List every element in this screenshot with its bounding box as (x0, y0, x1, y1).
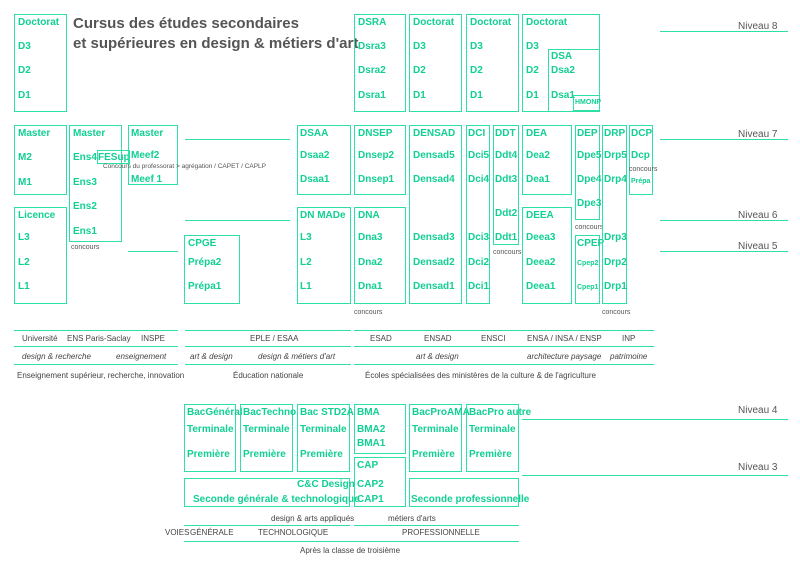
ensa-d3-label: D3 (526, 41, 539, 52)
dep-concours-note: concours (575, 224, 604, 231)
domain-enseignement: enseignement (116, 352, 167, 361)
dcp-prepa-label: Prépa (631, 178, 651, 185)
domain-art-design-ecoles: art & design (416, 352, 459, 361)
dna-label: DNA (358, 210, 380, 221)
dsra3-label: Dsra3 (358, 41, 386, 52)
densad-label: DENSAD (413, 128, 456, 139)
bma-label: BMA (357, 407, 380, 418)
drp2-label: Drp2 (604, 257, 627, 268)
dnmade-l2-label: L2 (300, 257, 312, 268)
institutions-line-left (14, 330, 178, 331)
dsaa-label: DSAA (300, 128, 329, 139)
meef2-label: Meef2 (131, 150, 160, 161)
ddt-label: DDT (495, 128, 516, 139)
bacpro-autre-premiere-label: Première (469, 449, 512, 460)
level-7-line (660, 139, 788, 140)
ensa-d2-label: D2 (526, 65, 539, 76)
ddt1-label: Ddt1 (495, 232, 518, 243)
ens3-label: Ens3 (73, 177, 97, 188)
dnmade-label: DN MADe (300, 210, 346, 221)
densad2-label: Densad2 (413, 257, 455, 268)
ensad-d3-label: D3 (413, 41, 426, 52)
deea-label: DEEA (526, 210, 554, 221)
institution-ens-saclay: ENS Paris-Saclay (67, 334, 131, 343)
ens2-label: Ens2 (73, 201, 97, 212)
l2-label: L2 (18, 257, 30, 268)
ens1-label: Ens1 (73, 226, 97, 237)
ensad-doctorat-label: Doctorat (413, 17, 455, 28)
d1-label: D1 (18, 90, 31, 101)
ensci-doctorat-label: Doctorat (470, 17, 512, 28)
dea-label: DEA (526, 128, 548, 139)
ensci-d2-label: D2 (470, 65, 483, 76)
seconde-pro-label: Seconde professionnelle (411, 494, 530, 505)
dsa-label: DSA (551, 51, 573, 62)
ensad-d1-label: D1 (413, 90, 426, 101)
institution-eple: EPLE / ESAA (250, 334, 299, 343)
footer-apres: Après la classe de troisième (300, 546, 401, 555)
dea1-label: Dea1 (526, 174, 550, 185)
bma2-label: BMA2 (357, 424, 386, 435)
densad5-label: Densad5 (413, 150, 455, 161)
ens-master-label: Master (73, 128, 106, 139)
domains-line-eple (185, 346, 351, 347)
dnmade-l3-label: L3 (300, 232, 312, 243)
fesup-label: FESup (98, 152, 130, 163)
bacpro-autre-terminale-label: Terminale (469, 424, 516, 435)
l3-label: L3 (18, 232, 30, 243)
cpep2-label: Cpep2 (577, 260, 599, 267)
esad-concours-note: concours (354, 309, 383, 316)
domains-line-left (14, 346, 178, 347)
ensa-doctorat-label: Doctorat (526, 17, 568, 28)
m2-label: M2 (18, 152, 32, 163)
domain-patrimoine: patrimoine (610, 352, 648, 361)
inspe-master-label: Master (131, 128, 164, 139)
dpe3-label: Dpe3 (577, 198, 602, 209)
drp3-label: Drp3 (604, 232, 627, 243)
institution-ensa: ENSA / INSA / ENSP (527, 334, 602, 343)
dci5-label: Dci5 (468, 150, 490, 161)
footer-line-top-right (354, 525, 519, 526)
dnsep2-label: Dnsep2 (358, 150, 395, 161)
prepa2-label: Prépa2 (188, 257, 222, 268)
institutions-line-eple (185, 330, 351, 331)
dsaa2-label: Dsaa2 (300, 150, 330, 161)
bacgeneral-label: BacGénéral (187, 407, 243, 418)
footer-line-bottom (184, 541, 519, 542)
master-label: Master (18, 128, 51, 139)
ministries-line-left (14, 364, 178, 365)
institution-ensci: ENSCI (481, 334, 506, 343)
inspe-level5-line (128, 251, 178, 252)
bacgeneral-premiere-label: Première (187, 449, 230, 460)
doctorat-label: Doctorat (18, 17, 60, 28)
bacstd2a-label: Bac STD2A (300, 407, 354, 418)
deea3-label: Deea3 (526, 232, 556, 243)
bactechno-terminale-label: Terminale (243, 424, 290, 435)
footer-design-arts: design & arts appliqués (271, 514, 355, 523)
fesup-box (97, 150, 130, 164)
bma1-label: BMA1 (357, 438, 386, 449)
densad4-label: Densad4 (413, 174, 455, 185)
level-7-label: Niveau 7 (738, 129, 778, 140)
ensci-d3-label: D3 (470, 41, 483, 52)
eple-level7-line (185, 139, 290, 140)
footer-technologique: TECHNOLOGIQUE (258, 528, 329, 537)
dsra2-label: Dsra2 (358, 65, 386, 76)
l1-label: L1 (18, 281, 30, 292)
chart-title-line1: Cursus des études secondaires (73, 15, 299, 32)
drp1-label: Drp1 (604, 281, 627, 292)
ens4-label: Ens4 (73, 152, 97, 163)
densad3-label: Densad3 (413, 232, 455, 243)
dna1-label: Dna1 (358, 281, 383, 292)
bacproama-terminale-label: Terminale (412, 424, 459, 435)
level-5-label: Niveau 5 (738, 241, 778, 252)
concours-professorat-note: Concours du professorat > agrégation / CAPET / CAPLP (103, 163, 267, 170)
domain-design-metiers: design & métiers d'art (258, 352, 336, 361)
ensci-d1-label: D1 (470, 90, 483, 101)
institution-inp: INP (622, 334, 636, 343)
dep-label: DEP (577, 128, 598, 139)
footer-metiers: métiers d'arts (388, 514, 436, 523)
cpep-label: CPEP (577, 238, 605, 249)
level-3-line (522, 475, 788, 476)
bacgeneral-terminale-label: Terminale (187, 424, 234, 435)
dci3-label: Dci3 (468, 232, 490, 243)
bacproama-label: BacProAMA (412, 407, 470, 418)
d3-label: D3 (18, 41, 31, 52)
ddt3-label: Ddt3 (495, 174, 518, 185)
cap1-label: CAP1 (357, 494, 384, 505)
footer-line-top-left (184, 525, 350, 526)
dci1-label: Dci1 (468, 281, 490, 292)
level-8-line (660, 31, 788, 32)
bacstd2a-terminale-label: Terminale (300, 424, 347, 435)
eple-level6-line (185, 220, 290, 221)
d2-label: D2 (18, 65, 31, 76)
cpge-label: CPGE (188, 238, 217, 249)
institution-ensad: ENSAD (424, 334, 452, 343)
m1-label: M1 (18, 177, 32, 188)
dnsep1-label: Dnsep1 (358, 174, 395, 185)
dsaa1-label: Dsaa1 (300, 174, 330, 185)
cpep1-label: Cpep1 (577, 284, 599, 291)
dnmade-l1-label: L1 (300, 281, 312, 292)
level-6-line (660, 220, 788, 221)
level-5-line (660, 251, 788, 252)
institution-esad: ESAD (370, 334, 392, 343)
level-4-label: Niveau 4 (738, 405, 778, 416)
ministries-line-ecoles (354, 364, 654, 365)
bactechno-premiere-label: Première (243, 449, 286, 460)
ensa-d1-label: D1 (526, 90, 539, 101)
drp4-label: Drp4 (604, 174, 627, 185)
ministry-ecoles: Écoles spécialisées des ministères de la culture & de l'agriculture (365, 371, 596, 380)
cc-design-label: C&C Design (297, 479, 355, 490)
ens-concours-note: concours (71, 244, 100, 251)
institutions-line-ecoles (354, 330, 654, 331)
dna3-label: Dna3 (358, 232, 383, 243)
institution-inspe: INSPE (141, 334, 166, 343)
dcp-concours-note: concours (629, 166, 658, 173)
ddt2-label: Ddt2 (495, 208, 518, 219)
dcp-label: DCP (631, 128, 653, 139)
dcp-value-label: Dcp (631, 150, 650, 161)
prepa1-label: Prépa1 (188, 281, 222, 292)
deea1-label: Deea1 (526, 281, 556, 292)
cap-label: CAP (357, 460, 379, 471)
level-3-label: Niveau 3 (738, 462, 778, 473)
bactechno-label: BacTechno (243, 407, 297, 418)
dsra-label: DSRA (358, 17, 387, 28)
drp-label: DRP (604, 128, 626, 139)
ensci-concours-note: concours (493, 249, 522, 256)
domain-design-recherche: design & recherche (22, 352, 91, 361)
ensad-d2-label: D2 (413, 65, 426, 76)
dci2-label: Dci2 (468, 257, 490, 268)
ministry-sup: Enseignement supérieur, recherche, innovation (17, 371, 185, 380)
dci-label: DCI (468, 128, 486, 139)
densad1-label: Densad1 (413, 281, 455, 292)
ministry-educ: Éducation nationale (233, 371, 304, 380)
dpe4-label: Dpe4 (577, 174, 602, 185)
cap2-label: CAP2 (357, 479, 384, 490)
footer-professionnelle: PROFESSIONNELLE (402, 528, 480, 537)
dea2-label: Dea2 (526, 150, 550, 161)
footer-generale: GÉNÉRALE (190, 528, 234, 537)
ddt4-label: Ddt4 (495, 150, 518, 161)
dsa2-label: Dsa2 (551, 65, 575, 76)
dpe5-label: Dpe5 (577, 150, 602, 161)
bacproama-premiere-label: Première (412, 449, 455, 460)
level-6-label: Niveau 6 (738, 210, 778, 221)
drp-concours-note: concours (602, 309, 631, 316)
dnsep-label: DNSEP (358, 128, 393, 139)
hmonp-label: HMONP (575, 99, 602, 106)
deea2-label: Deea2 (526, 257, 556, 268)
seconde-gt-label: Seconde générale & technologique (193, 494, 360, 505)
level-4-line (522, 419, 788, 420)
footer-voies: VOIES (165, 528, 190, 537)
bacpro-autre-label: BacPro autre (469, 407, 532, 418)
ddt-box (493, 125, 519, 245)
level-8-label: Niveau 8 (738, 21, 778, 32)
dci4-label: Dci4 (468, 174, 490, 185)
drp5-label: Drp5 (604, 150, 627, 161)
bacstd2a-premiere-label: Première (300, 449, 343, 460)
domain-archi-paysage: architecture paysage (527, 352, 602, 361)
licence-label: Licence (18, 210, 56, 221)
dna2-label: Dna2 (358, 257, 383, 268)
domains-line-ecoles (354, 346, 654, 347)
dsa1-label: Dsa1 (551, 90, 575, 101)
institution-universite: Université (22, 334, 58, 343)
meef1-label: Meef 1 (131, 174, 163, 185)
dsra1-label: Dsra1 (358, 90, 386, 101)
ministries-line-eple (185, 364, 351, 365)
domain-art-design: art & design (190, 352, 233, 361)
chart-title-line2: et supérieures en design & métiers d'art (73, 35, 359, 52)
